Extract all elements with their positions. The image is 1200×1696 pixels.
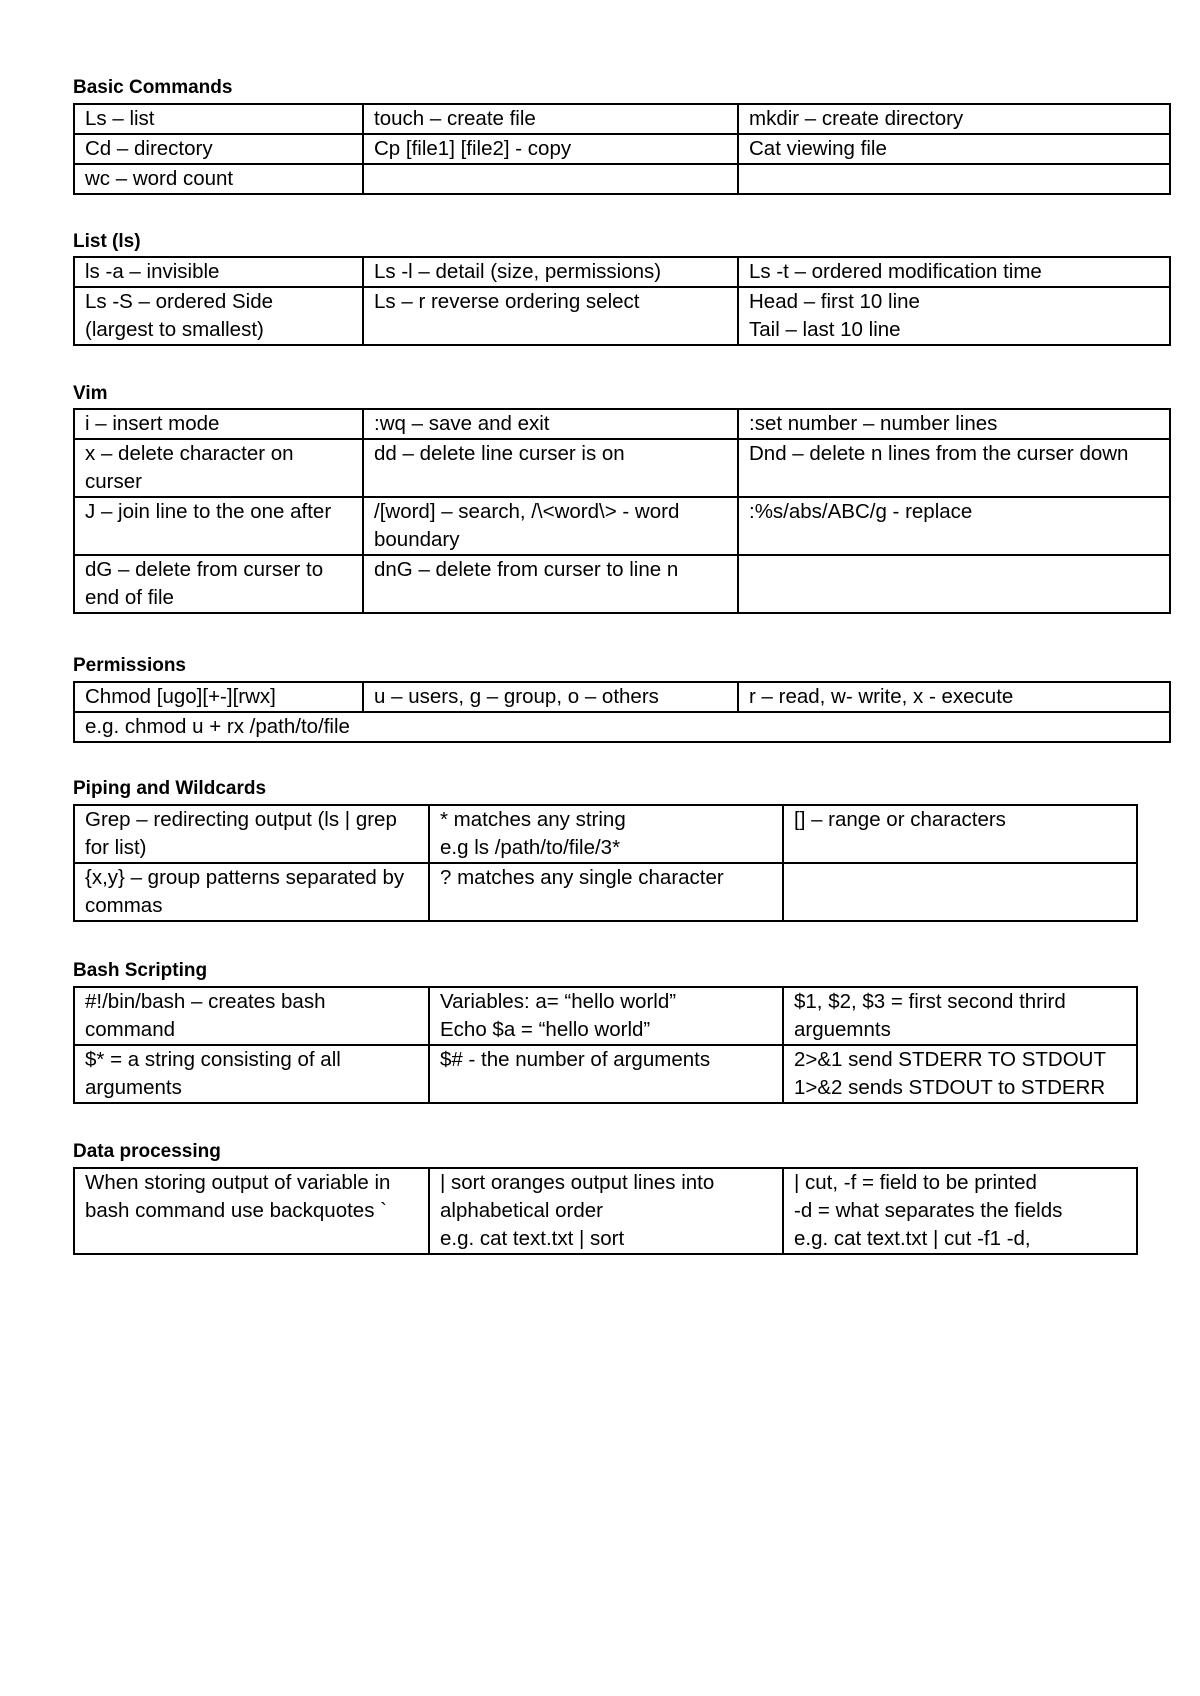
table-row bbox=[74, 682, 1170, 712]
table-cell: Cd – directory bbox=[74, 134, 363, 164]
table-cell bbox=[363, 164, 738, 194]
table-row bbox=[74, 863, 1137, 921]
table-row bbox=[74, 805, 1137, 863]
table-row bbox=[74, 287, 1170, 345]
table-cell bbox=[738, 555, 1170, 613]
table-row bbox=[74, 497, 1170, 555]
table-row bbox=[74, 409, 1170, 439]
section-title-bash-scripting: Bash Scripting bbox=[73, 960, 208, 981]
table-cell: Head – first 10 line Tail – last 10 line bbox=[738, 287, 1170, 345]
table-cell: Dnd – delete n lines from the curser down bbox=[738, 439, 1170, 497]
table-cell bbox=[783, 863, 1137, 921]
section-title-permissions: Permissions bbox=[73, 655, 186, 676]
table-cell: ? matches any single character bbox=[429, 863, 783, 921]
table-cell: | sort oranges output lines into alphabetical order e.g. cat text.txt | sort bbox=[429, 1168, 783, 1254]
table-bash-scripting bbox=[73, 986, 1138, 1104]
table-cell: Variables: a= “hello world” Echo $a = “hello world” bbox=[429, 987, 783, 1045]
table-cell: Chmod [ugo][+-][rwx] bbox=[74, 682, 363, 712]
table-row bbox=[74, 1168, 1137, 1254]
table-vim bbox=[73, 408, 1171, 614]
table-cell: $# - the number of arguments bbox=[429, 1045, 783, 1103]
table-cell: i – insert mode bbox=[74, 409, 363, 439]
table-cell: Ls -l – detail (size, permissions) bbox=[363, 257, 738, 287]
table-cell: {x,y} – group patterns separated by commas bbox=[74, 863, 429, 921]
table-row bbox=[74, 134, 1170, 164]
table-row bbox=[74, 439, 1170, 497]
table-cell: Cp [file1] [file2] - copy bbox=[363, 134, 738, 164]
table-cell: J – join line to the one after bbox=[74, 497, 363, 555]
table-cell: [] – range or characters bbox=[783, 805, 1137, 863]
table-row bbox=[74, 987, 1137, 1045]
table-cell bbox=[738, 164, 1170, 194]
table-row bbox=[74, 104, 1170, 134]
table-cell: Ls -S – ordered Side (largest to smallest) bbox=[74, 287, 363, 345]
table-cell: $1, $2, $3 = first second thrird arguemnts bbox=[783, 987, 1137, 1045]
table-permissions bbox=[73, 681, 1171, 743]
table-cell: Ls -t – ordered modification time bbox=[738, 257, 1170, 287]
table-cell: dG – delete from curser to end of file bbox=[74, 555, 363, 613]
section-title-vim: Vim bbox=[73, 383, 108, 404]
table-cell: mkdir – create directory bbox=[738, 104, 1170, 134]
table-cell: Grep – redirecting output (ls | grep for list) bbox=[74, 805, 429, 863]
table-cell: dd – delete line curser is on bbox=[363, 439, 738, 497]
table-cell: Ls – list bbox=[74, 104, 363, 134]
table-cell: When storing output of variable in bash command use backquotes ` bbox=[74, 1168, 429, 1254]
section-title-piping-and-wildcards: Piping and Wildcards bbox=[73, 778, 267, 799]
table-cell: dnG – delete from curser to line n bbox=[363, 555, 738, 613]
table-data-processing bbox=[73, 1167, 1138, 1255]
table-cell: | cut, -f = field to be printed -d = what separates the fields e.g. cat text.txt | cut -f1 -d, bbox=[783, 1168, 1137, 1254]
table-cell: ls -a – invisible bbox=[74, 257, 363, 287]
table-cell: :wq – save and exit bbox=[363, 409, 738, 439]
table-cell: u – users, g – group, o – others bbox=[363, 682, 738, 712]
section-title-basic-commands: Basic Commands bbox=[73, 77, 233, 98]
table-cell: 2>&1 send STDERR TO STDOUT 1>&2 sends STDOUT to STDERR bbox=[783, 1045, 1137, 1103]
table-cell-example: e.g. chmod u + rx /path/to/file bbox=[74, 712, 1170, 742]
table-piping-and-wildcards bbox=[73, 804, 1138, 922]
table-cell: /[word] – search, /\<word\> - word boundary bbox=[363, 497, 738, 555]
section-title-list: List (ls) bbox=[73, 231, 141, 252]
table-cell: wc – word count bbox=[74, 164, 363, 194]
table-cell: * matches any string e.g ls /path/to/file/3* bbox=[429, 805, 783, 863]
table-cell: touch – create file bbox=[363, 104, 738, 134]
table-row bbox=[74, 712, 1170, 742]
table-basic-commands bbox=[73, 103, 1171, 195]
table-cell: Cat viewing file bbox=[738, 134, 1170, 164]
table-cell: :%s/abs/ABC/g - replace bbox=[738, 497, 1170, 555]
table-row bbox=[74, 257, 1170, 287]
table-row bbox=[74, 164, 1170, 194]
table-row bbox=[74, 1045, 1137, 1103]
table-cell: $* = a string consisting of all arguments bbox=[74, 1045, 429, 1103]
table-list bbox=[73, 256, 1171, 346]
table-row bbox=[74, 555, 1170, 613]
table-cell: :set number – number lines bbox=[738, 409, 1170, 439]
table-cell: #!/bin/bash – creates bash command bbox=[74, 987, 429, 1045]
table-cell: r – read, w- write, x - execute bbox=[738, 682, 1170, 712]
section-title-data-processing: Data processing bbox=[73, 1141, 221, 1162]
table-cell: x – delete character on curser bbox=[74, 439, 363, 497]
table-cell: Ls – r reverse ordering select bbox=[363, 287, 738, 345]
